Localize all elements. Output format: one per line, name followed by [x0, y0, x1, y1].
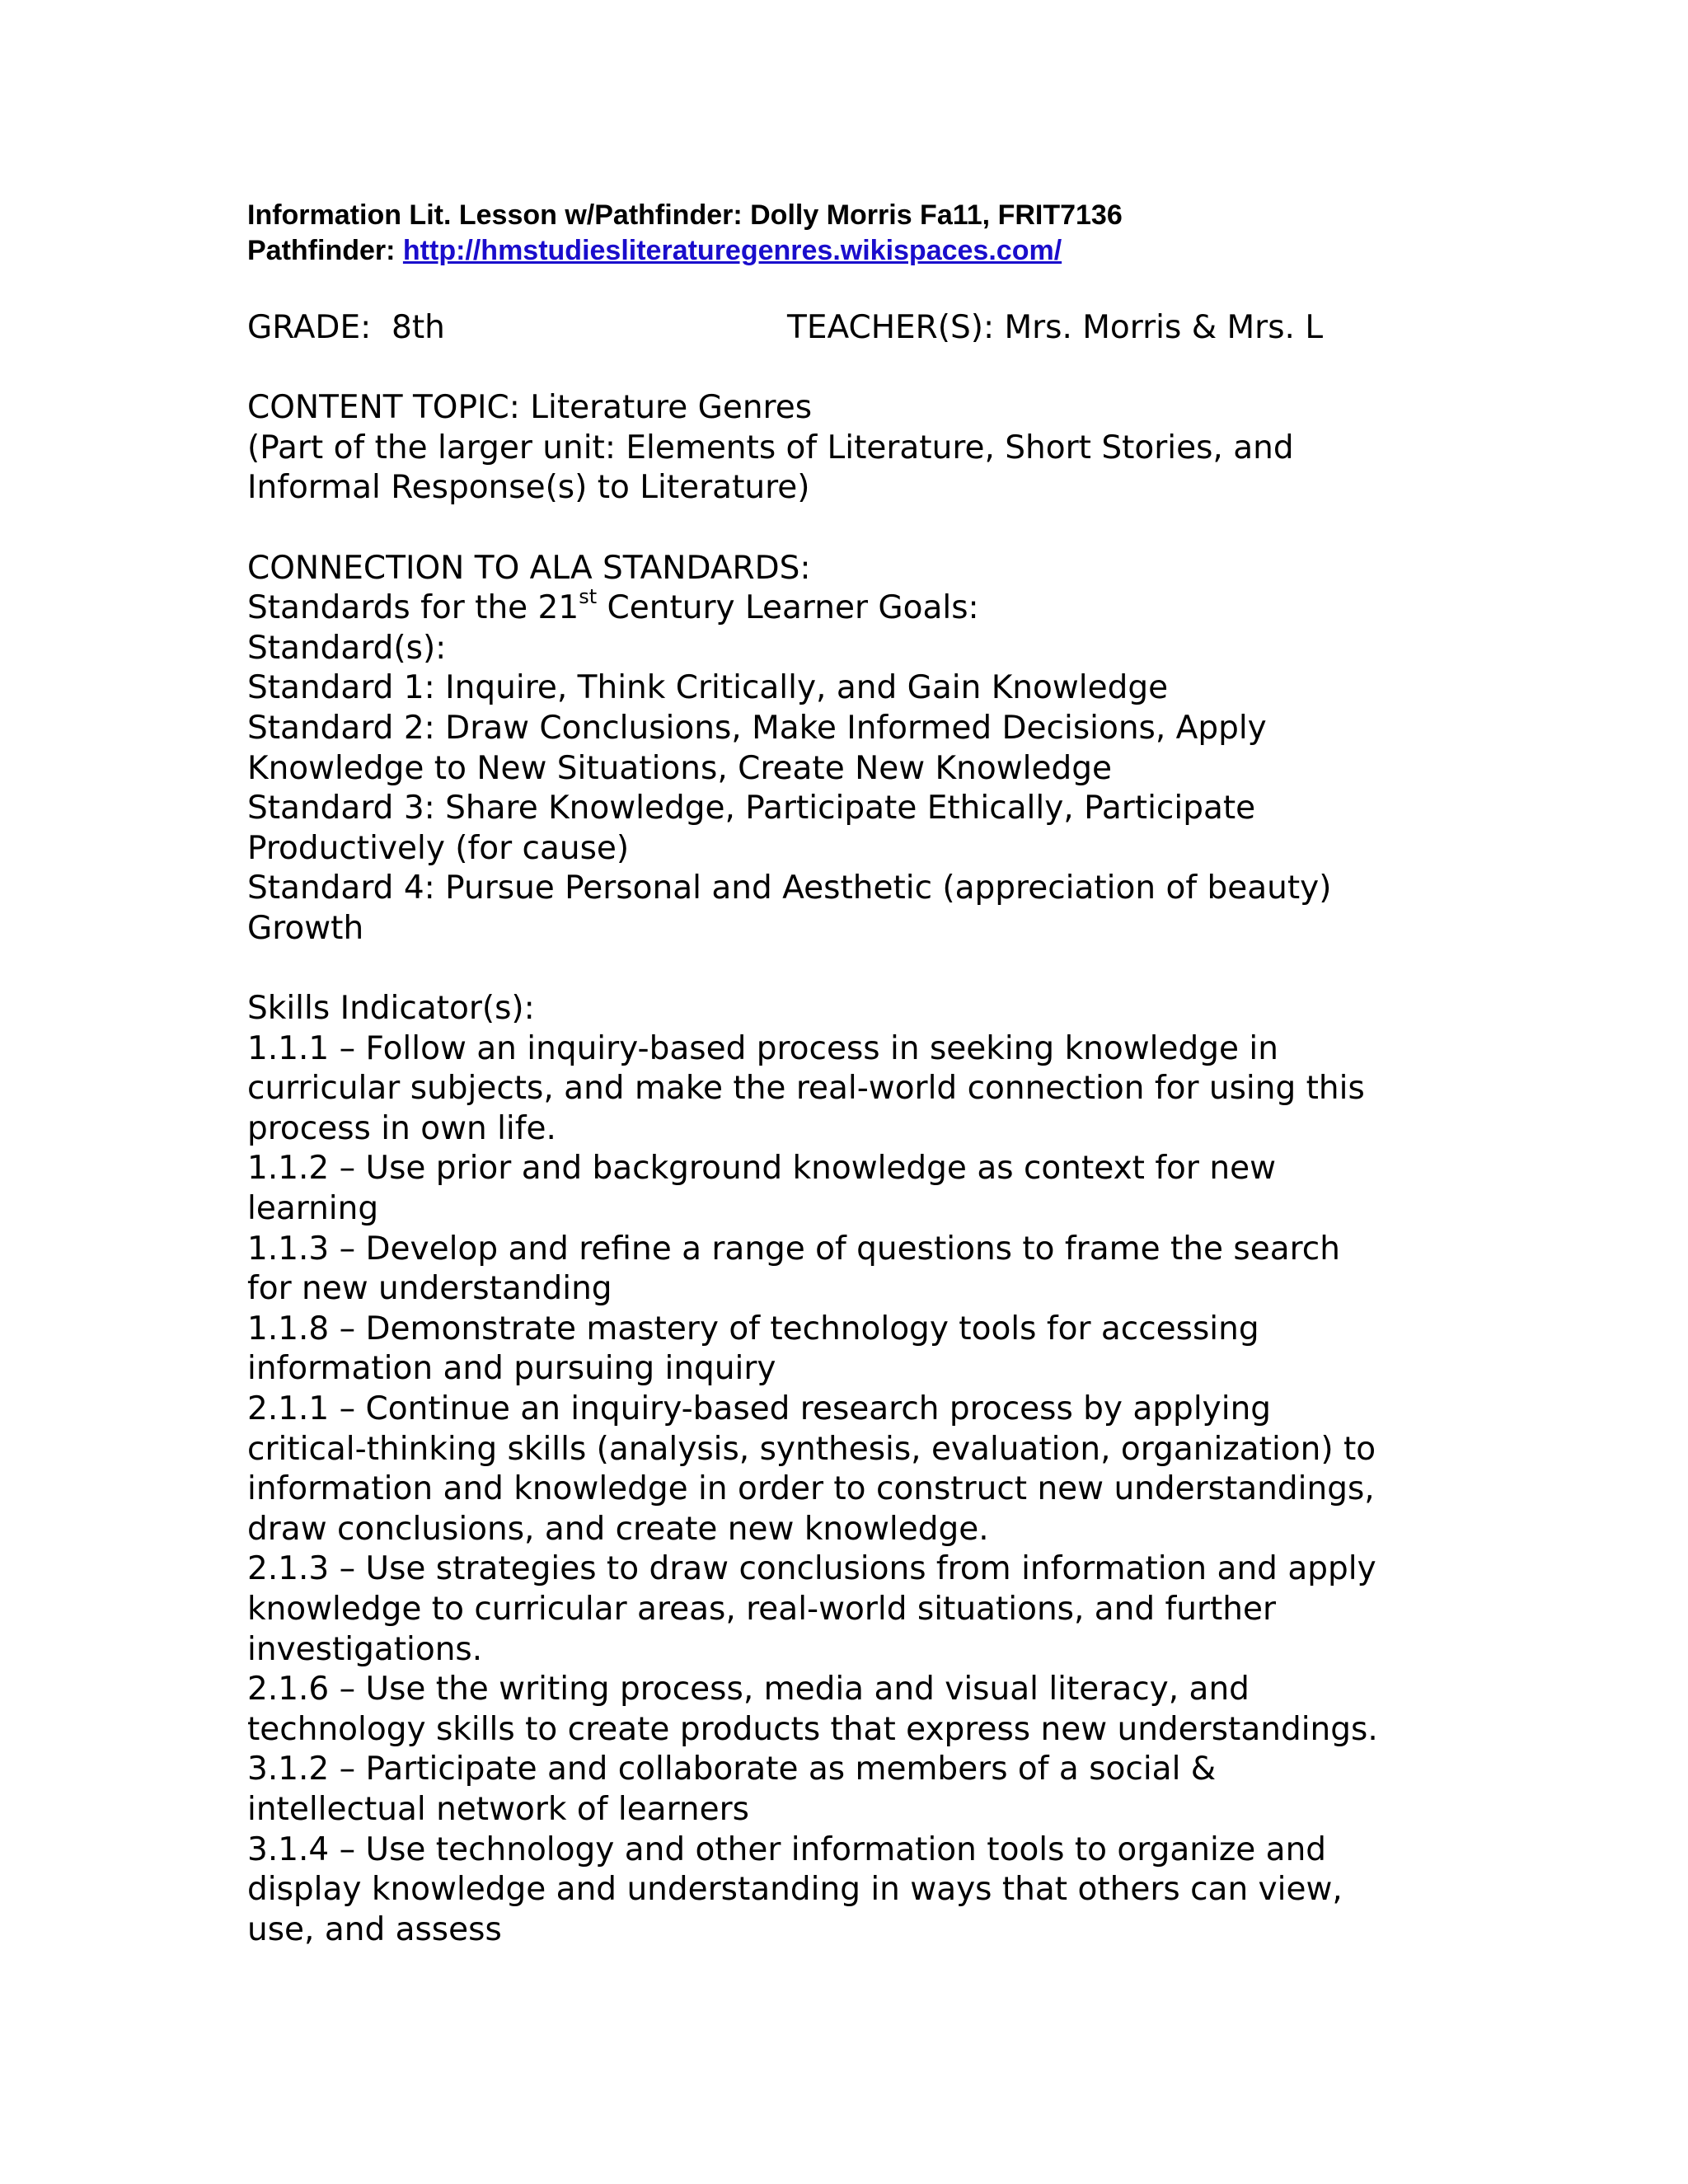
- skills-line: investigations.: [247, 1630, 483, 1668]
- skills-line: 2.1.3 – Use strategies to draw conclusions from information and apply: [247, 1550, 1376, 1588]
- skills-line: knowledge to curricular areas, real-world situations, and further: [247, 1591, 1277, 1628]
- goals-suffix: Century Learner Goals:: [597, 589, 979, 627]
- document-body: [247, 308, 1451, 1950]
- standard-line: Standard 2: Draw Conclusions, Make Informed Decisions, Apply: [247, 709, 1267, 747]
- skills-line: display knowledge and understanding in ways that others can view,: [247, 1871, 1343, 1909]
- skills-line: technology skills to create products that express new understandings.: [247, 1710, 1378, 1748]
- skills-heading: Skills Indicator(s):: [247, 990, 535, 1028]
- standard-line: Growth: [247, 909, 364, 947]
- skills-line: draw conclusions, and create new knowledge.: [247, 1510, 989, 1548]
- standards-goals-line: [247, 585, 1451, 629]
- content-topic-line: Informal Response(s) to Literature): [247, 469, 810, 507]
- skills-line: information and knowledge in order to construct new understandings,: [247, 1470, 1375, 1508]
- skills-line: 2.1.1 – Continue an inquiry-based research process by applying: [247, 1390, 1272, 1428]
- standards-label: Standard(s):: [247, 629, 447, 667]
- pathfinder-label: Pathfinder:: [247, 235, 403, 266]
- skills-line: for new understanding: [247, 1270, 612, 1308]
- teacher-label: TEACHER(S): Mrs. Morris & Mrs. L: [787, 309, 1324, 346]
- standard-line: Standard 3: Share Knowledge, Participate Ethically, Participate: [247, 790, 1256, 827]
- skills-section: [247, 989, 1451, 1950]
- skills-line: 3.1.2 – Participate and collaborate as members of a social &: [247, 1750, 1217, 1788]
- skills-line: 1.1.2 – Use prior and background knowledge as context for new: [247, 1150, 1276, 1188]
- standards-heading: CONNECTION TO ALA STANDARDS:: [247, 549, 811, 587]
- skills-line: use, and assess: [247, 1910, 502, 1948]
- standards-section: [247, 549, 1451, 949]
- skills-line: information and pursuing inquiry: [247, 1350, 776, 1388]
- pathfinder-line: [247, 233, 1451, 269]
- grade-label: GRADE: 8th: [247, 309, 445, 346]
- skills-line: 3.1.4 – Use technology and other information tools to organize and: [247, 1830, 1327, 1868]
- content-topic-line: (Part of the larger unit: Elements of Literature, Short Stories, and: [247, 429, 1294, 466]
- goals-superscript: st: [579, 585, 598, 609]
- document-title: Information Lit. Lesson w/Pathfinder: Dolly Morris Fa11, FRIT7136: [247, 199, 1123, 231]
- skills-line: process in own life.: [247, 1109, 556, 1147]
- skills-line: intellectual network of learners: [247, 1790, 749, 1828]
- standard-line: Standard 1: Inquire, Think Critically, and Gain Knowledge: [247, 669, 1169, 707]
- standard-line: Productively (for cause): [247, 829, 630, 867]
- skills-line: 1.1.3 – Develop and refine a range of questions to frame the search: [247, 1230, 1340, 1268]
- grade-row: [247, 308, 1451, 349]
- standard-line: Knowledge to New Situations, Create New Knowledge: [247, 749, 1112, 787]
- skills-line: curricular subjects, and make the real-world connection for using this: [247, 1070, 1365, 1108]
- skills-line: learning: [247, 1190, 379, 1228]
- document-content: [247, 198, 1451, 1950]
- content-topic-section: [247, 388, 1451, 509]
- skills-line: 1.1.8 – Demonstrate mastery of technology tools for accessing: [247, 1310, 1259, 1347]
- skills-line: 1.1.1 – Follow an inquiry-based process in seeking knowledge in: [247, 1029, 1278, 1067]
- skills-line: critical-thinking skills (analysis, synthesis, evaluation, organization) to: [247, 1430, 1376, 1468]
- goals-prefix: Standards for the 21: [247, 589, 579, 627]
- content-topic-line: CONTENT TOPIC: Literature Genres: [247, 389, 813, 427]
- standard-line: Standard 4: Pursue Personal and Aesthetic (appreciation of beauty): [247, 869, 1332, 907]
- pathfinder-link[interactable]: http://hmstudiesliteraturegenres.wikispaces.com/: [402, 235, 1062, 266]
- skills-line: 2.1.6 – Use the writing process, media and visual literacy, and: [247, 1671, 1250, 1708]
